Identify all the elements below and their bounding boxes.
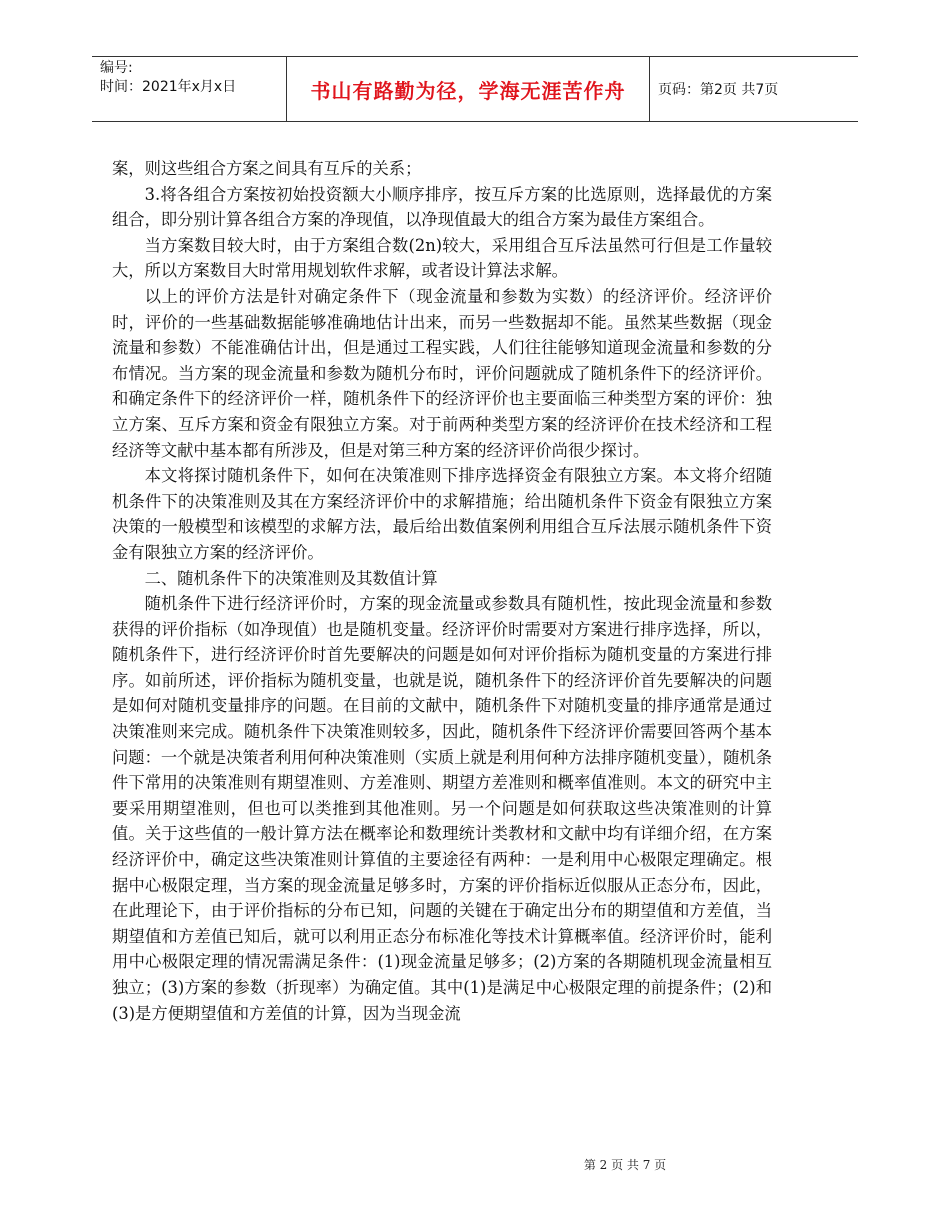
page-footer: 第 2 页 共 7 页 [583,1158,667,1172]
paragraph: 本文将探讨随机条件下，如何在决策准则下排序选择资金有限独立方案。本文将介绍随机条件下的决策准则及其在方案经济评价中的求解措施；给出随机条件下资金有限独立方案决策的一般模型和该模型的求解方法，最后给出数值案例利用组合互斥法展示随机条件下资金有限独立方案的经济评价。 [112,466,772,562]
paragraph: 以上的评价方法是针对确定条件下（现金流量和参数为实数）的经济评价。经济评价时，评价的一些基础数据能够准确地估计出来，而另一些数据却不能。虽然某些数据（现金流量和参数）不能准确估计出，但是通过工程实践，人们往往能够知道现金流量和参数的分布情况。当方案的现金流量和参数为随机分布时，评价问题就成了随机条件下的经济评价。和确定条件下的经济评价一样，随机条件下的经济评价也主要面临三种类型方案的评价：独立方案、互斥方案和资金有限独立方案。对于前两种类型方案的经济评价在技术经济和工程经济等文献中基本都有所涉及，但是对第三种方案的经济评价尚很少探讨。 [112,286,772,460]
document-time-label: 时间：2021年x月x日 [100,79,237,95]
header-page-info: 页码：第2页 共7页 [658,82,779,98]
paragraph: 当方案数目较大时，由于方案组合数(2n)较大，采用组合互斥法虽然可行但是工作量较大，所以方案数目大时常用规划软件求解，或者设计算法求解。 [112,235,772,281]
document-number-label: 编号: [100,60,133,76]
section-heading: 二、随机条件下的决策准则及其数值计算 [144,568,438,588]
paragraph: 随机条件下进行经济评价时，方案的现金流量或参数具有随机性，按此现金流量和参数获得的评价指标（如净现值）也是随机变量。经济评价时需要对方案进行排序选择，所以，随机条件下，进行经济评价时首先要解决的问题是如何对评价指标为随机变量的方案进行排序。如前所述，评价指标为随机变量，也就是说，随机条件下的经济评价首先要解决的问题是如何对随机变量排序的问题。在目前的文献中，随机条件下对随机变量的排序通常是通过决策准则来完成。随机条件下决策准则较多，因此，随机条件下经济评价需要回答两个基本问题：一个就是决策者利用何种决策准则（实质上就是利用何种方法排序随机变量），随机条件下常用的决策准则有期望准则、方差准则、期望方差准则和概率值准则。本文的研究中主要采用期望准则，但也可以类推到其他准则。另一个问题是如何获取这些决策准则的计算值。关于这些值的一般计算方法在概率论和数理统计类教材和文献中均有详细介绍，在方案经济评价中，确定这些决策准则计算值的主要途径有两种：一是利用中心极限定理确定。根据中心极限定理，当方案的现金流量足够多时，方案的评价指标近似服从正态分布，因此，在此理论下，由于评价指标的分布已知，问题的关键在于确定出分布的期望值和方差值，当期望值和方差值已知后，就可以利用正态分布标准化等技术计算概率值。经济评价时，能利用中心极限定理的情况需满足条件：(1)现金流量足够多；(2)方案的各期随机现金流量相互独立；(3)方案的参数（折现率）为确定值。其中(1)是满足中心极限定理的前提条件；(2)和(3)是方便期望值和方差值的计算，因为当现金流 [112,594,772,1023]
header-meta [100,59,236,97]
page-header [92,56,858,122]
paragraph: 3.将各组合方案按初始投资额大小顺序排序，按互斥方案的比选原则，选择最优的方案组合，即分别计算各组合方案的净现值，以净现值最大的组合方案为最佳方案组合。 [112,184,772,230]
header-motto: 书山有路勤为径，学海无涯苦作舟 [286,57,650,121]
paragraph: 案，则这些组合方案之间具有互斥的关系； [112,159,422,178]
document-body [112,156,772,1026]
